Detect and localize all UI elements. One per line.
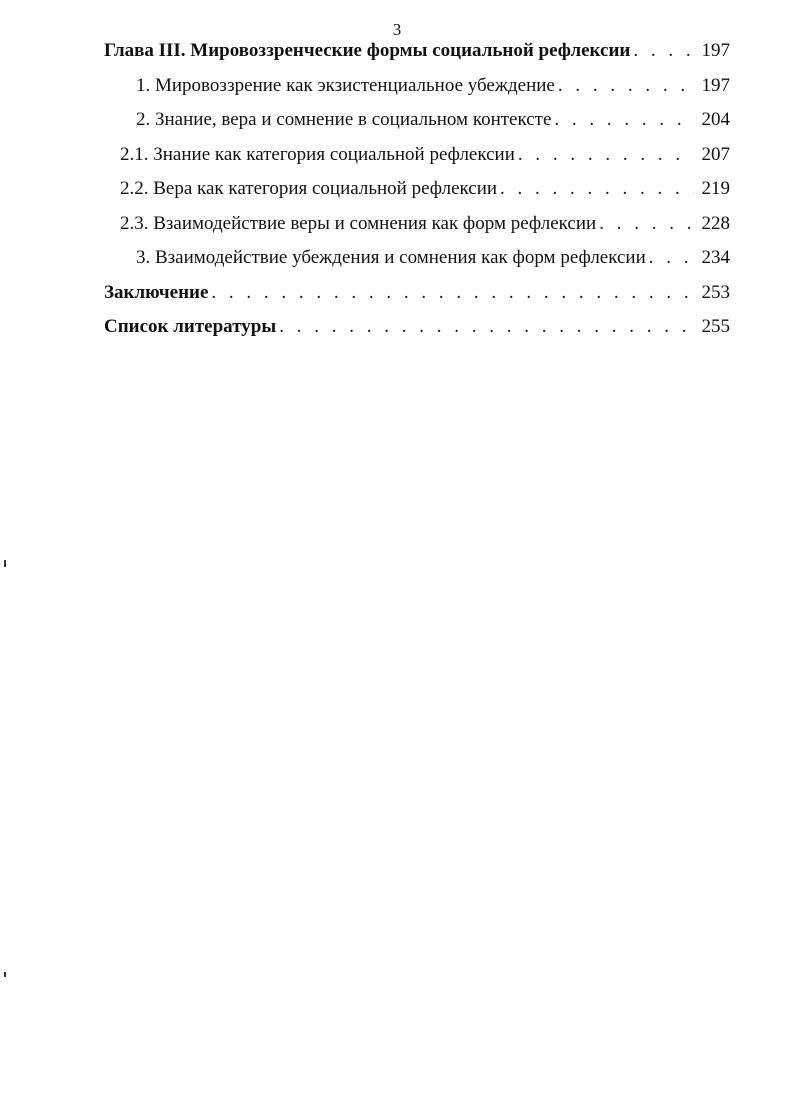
toc-entry-conclusion[interactable]	[104, 282, 730, 317]
toc-entry-page: 228	[701, 212, 730, 234]
toc-entry-page: 219	[701, 178, 730, 199]
toc-dot-leader	[555, 75, 694, 97]
toc-entry-page: 197	[701, 40, 730, 61]
toc-entry-title: Глава III. Мировоззренческие формы социальной рефлексии	[104, 40, 631, 61]
toc-entry-title: 2.1. Знание как категория социальной рефлексии	[120, 143, 515, 165]
toc-entry-title: 2.2. Вера как категория социальной рефлексии	[120, 178, 498, 199]
toc-entry-page: 253	[701, 281, 730, 303]
toc-dot-leader	[596, 213, 693, 235]
toc-entry-section-2[interactable]	[104, 109, 730, 144]
toc-dot-leader	[630, 40, 693, 62]
page-number: 3	[392, 20, 402, 39]
toc-dot-leader	[208, 282, 693, 304]
toc-dot-leader	[497, 178, 693, 200]
toc-entry-bibliography[interactable]	[104, 316, 730, 351]
scan-speck	[4, 972, 6, 977]
table-of-contents	[104, 40, 730, 351]
toc-dot-leader	[276, 316, 693, 338]
toc-entry-chapter-3[interactable]	[104, 40, 730, 75]
toc-entry-section-2-3[interactable]	[104, 213, 730, 248]
toc-entry-page: 207	[701, 143, 730, 165]
toc-dot-leader	[551, 109, 693, 131]
toc-entry-title: 3. Взаимодействие убеждения и сомнения как форм рефлексии	[136, 247, 646, 268]
toc-entry-title: Список литературы	[104, 316, 277, 337]
toc-entry-section-3[interactable]	[104, 247, 730, 282]
toc-entry-section-2-1[interactable]	[104, 144, 730, 179]
toc-entry-section-1[interactable]	[104, 75, 730, 110]
toc-entry-page: 255	[701, 316, 730, 337]
scan-speck	[4, 560, 6, 567]
toc-entry-page: 197	[701, 74, 730, 96]
toc-entry-section-2-2[interactable]	[104, 178, 730, 213]
toc-entry-title: 1. Мировоззрение как экзистенциальное убеждение	[136, 74, 555, 96]
toc-dot-leader	[646, 247, 694, 269]
toc-entry-title: 2.3. Взаимодействие веры и сомнения как форм рефлексии	[120, 212, 597, 234]
toc-dot-leader	[515, 144, 694, 166]
toc-entry-title: 2. Знание, вера и сомнение в социальном контексте	[136, 109, 552, 130]
toc-entry-page: 234	[701, 247, 730, 268]
toc-entry-page: 204	[701, 109, 730, 130]
toc-entry-title: Заключение	[104, 281, 209, 303]
